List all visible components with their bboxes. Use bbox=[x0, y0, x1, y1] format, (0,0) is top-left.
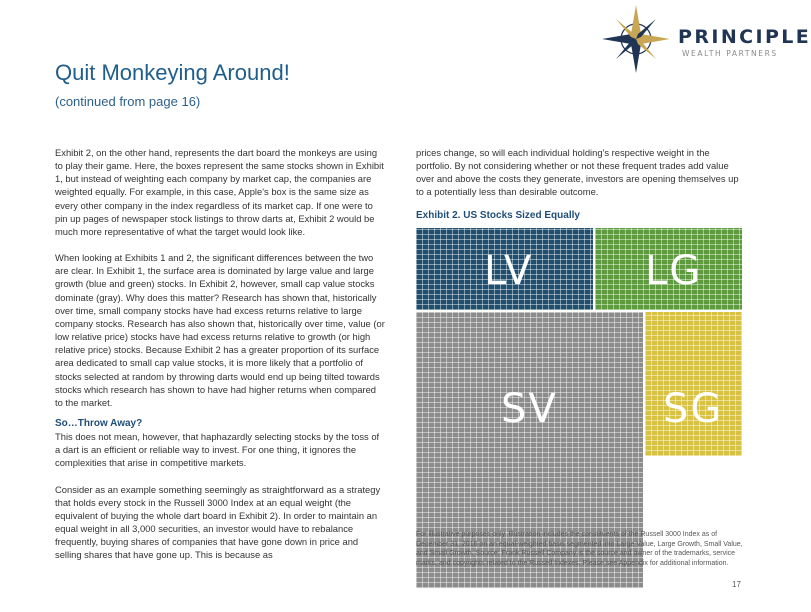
exhibit-footnote: For illustrative purposes only. Illustration includes the constituents of the Russell 3000 Index as of December 31, 2016 on an equal-weighted basis segmented into Large Value, Large Growth, Small Value, and Small Growth. Source: Frank Russell Company is the source and owner of the trademarks, service marks, and copyrights related to the Russell Indexes. Please see Appendix for additional information. bbox=[416, 531, 743, 567]
principle-wealth-partners-logo bbox=[596, 4, 811, 74]
paragraph-4: Consider as an example something seemingly as straightforward as a strategy that holds every stock in the Russell 3000 Index at an equal weight (the equivalent of buying the whole dart board in Exhibit 2). In order to maintain an equal weight in all 3,000 securities, an investor would have to rebalance frequently, buying shares of companies that have gone down in price and selling shares that have gone up. This is because as bbox=[55, 483, 381, 561]
page-title: Quit Monkeying Around! bbox=[55, 60, 290, 85]
exhibit-label: Exhibit 2. US Stocks Sized Equally bbox=[416, 210, 580, 221]
quadrant-label-lg: LG bbox=[645, 248, 703, 294]
quadrant-label-sv: SV bbox=[501, 386, 558, 432]
paragraph-2: When looking at Exhibits 1 and 2, the significant differences between the two are clear. In Exhibit 1, the surface area is dominated by large value and large growth (blue and green) stocks. In Exhibit 2, however, small cap value stocks dominate (gray). Why does this matter? Research has shown that, historically over time, small company stocks have had excess returns relative to large company stocks. Research has also shown that, historically over time, value (or low relative price) stocks have had excess returns relative to growth (or high relative price) stocks. Because Exhibit 2 has a greater proportion of its surface area dedicated to small cap value stocks, it is more likely that a portfolio of stocks selected at random by throwing darts would end up being tilted towards stocks which research has shown to have had higher returns when compared to the market. bbox=[55, 252, 385, 408]
page-number: 17 bbox=[732, 580, 741, 589]
left-column bbox=[55, 146, 385, 562]
quadrant-label-sg: SG bbox=[663, 386, 724, 432]
quadrant-small-growth bbox=[645, 312, 742, 456]
paragraph-3: This does not mean, however, that haphazardly selecting stocks by the toss of a dart is an efficient or reliable way to invest. For one thing, it ignores the complexities that arise in competitive markets. bbox=[55, 431, 380, 469]
page-subtitle: (continued from page 16) bbox=[55, 94, 201, 109]
right-paragraph-1: prices change, so will each individual holding's respective weight in the portfolio. By not considering whether or not these frequent trades add value over and above the costs they generate, investors are opening themselves up to a potentially less than desirable outcome. bbox=[416, 147, 739, 198]
compass-rose-icon bbox=[596, 4, 676, 74]
quadrant-large-growth bbox=[595, 228, 742, 310]
section-heading: So…Throw Away? bbox=[55, 417, 143, 429]
quadrant-large-value bbox=[416, 228, 593, 310]
right-column bbox=[416, 146, 741, 199]
logo-name: PRINCIPLE bbox=[678, 26, 811, 48]
paragraph-1: Exhibit 2, on the other hand, represents the dart board the monkeys are using to play their game. Here, the boxes represent the same stocks shown in Exhibit 1, but instead of weighting each company by market cap, the companies are weighted equally. For example, in this case, Apple's box is the same size as every other company in the index regardless of its market cap. If one were to pin up pages of newspaper stock listings to throw darts at, Exhibit 2 would be much more representative of what the target would look like. bbox=[55, 147, 384, 237]
quadrant-label-lv: LV bbox=[484, 248, 534, 294]
logo-tagline: WEALTH PARTNERS bbox=[682, 49, 778, 58]
